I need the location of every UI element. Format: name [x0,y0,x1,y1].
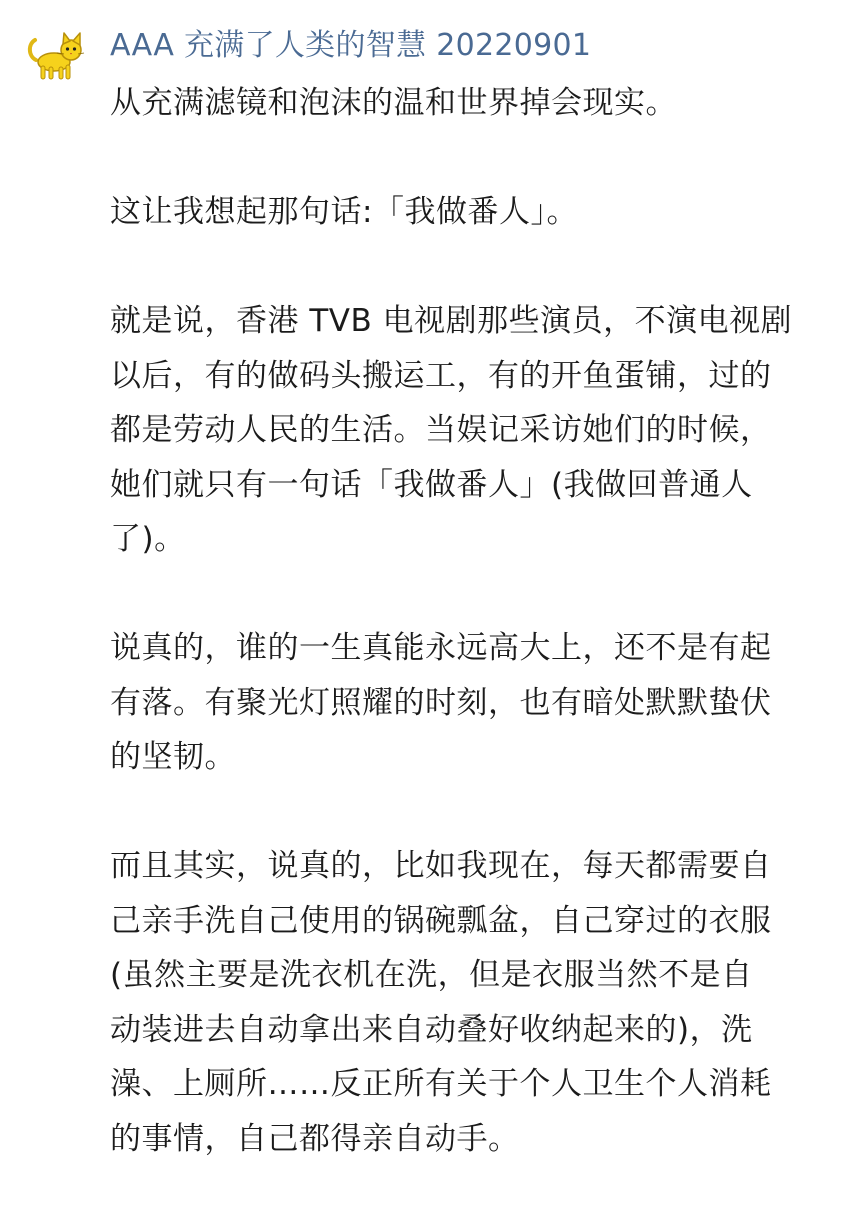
text-line: (虽然主要是洗衣机在洗，但是衣服当然不是自 [110,957,753,993]
text-line: 动装进去自动拿出来自动叠好收纳起来的)，洗 [110,1011,753,1048]
text-line: 澡、上厕所……反正所有关于个人卫生个人消耗 [110,1066,772,1102]
text-line: 这让我想起那句话:「我做番人」。 [110,194,578,230]
text-line: 从充满滤镜和泡沫的温和世界掉会现实。 [110,85,677,121]
text-line: 她们就只有一句话「我做番人」(我做回普通人 [110,466,753,503]
text-line: 的坚韧。 [110,739,236,775]
cat-icon [26,30,86,82]
paragraph-5 [110,839,830,1166]
paragraph-2 [110,185,830,240]
text-line: 了)。 [110,521,186,557]
text-line: 而且其实，说真的，比如我现在，每天都需要自 [110,848,772,884]
avatar[interactable] [26,30,86,82]
paragraph-4 [110,621,830,785]
text-line: 说真的，谁的一生真能永远高大上，还不是有起 [110,630,772,666]
text-line: 有落。有聚光灯照耀的时刻，也有暗处默默蛰伏 [110,684,772,721]
text-line: 就是说，香港 TVB 电视剧那些演员，不演电视剧 [110,303,793,339]
post-content [110,76,830,1221]
text-line: 都是劳动人民的生活。当娱记采访她们的时候， [110,412,772,448]
text-line: 以后，有的做码头搬运工，有的开鱼蛋铺，过的 [110,357,772,394]
text-line: 己亲手洗自己使用的锅碗瓢盆，自己穿过的衣服 [110,902,772,939]
author-name[interactable]: AAA 充满了人类的智慧 20220901 [110,28,592,63]
text-line: 的事情，自己都得亲自动手。 [110,1120,520,1157]
paragraph-3 [110,294,830,567]
paragraph-1 [110,76,830,131]
